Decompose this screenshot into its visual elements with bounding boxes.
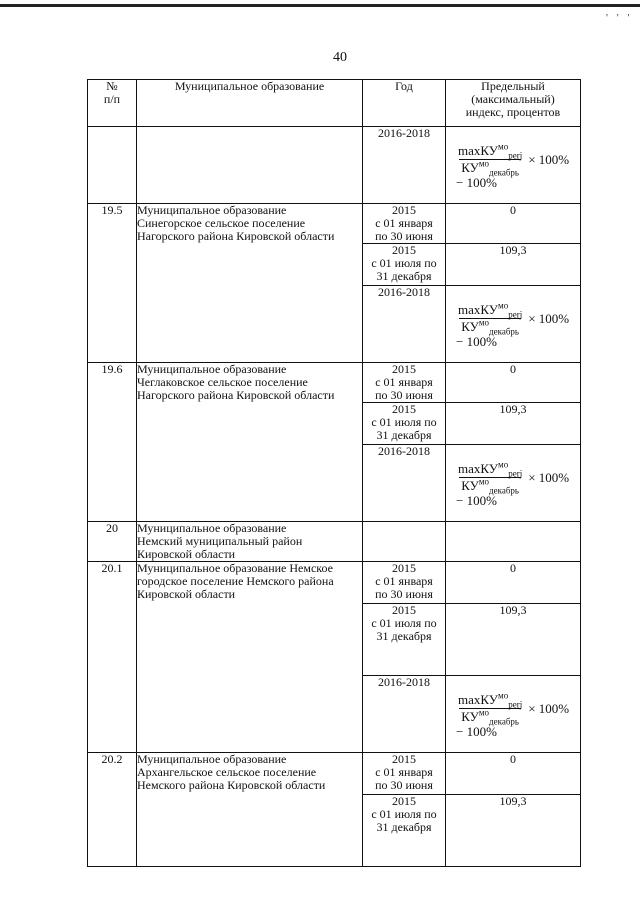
row-number: 19.6 <box>88 363 137 522</box>
formula-denominator: КУ <box>461 478 479 493</box>
scan-marks: ' ' ' <box>606 12 633 24</box>
row-number: 20.1 <box>88 562 137 753</box>
index-formula: $\frac{\max КУ^{мо}_{perj}}{КУ^{мо}_{декабрь}}$ × 100% − 100% <box>456 690 570 739</box>
header-municipality: Муниципальное образование <box>137 80 363 127</box>
municipality-name <box>137 127 363 204</box>
scan-top-edge <box>0 4 640 7</box>
formula-minus: − 100% <box>456 334 497 349</box>
index-cell: 0 <box>446 562 581 604</box>
municipality-name: Муниципальное образование Немский муниципальный район Кировской области <box>137 522 363 562</box>
table-header-row <box>88 80 581 127</box>
formula-numerator: maxКУ <box>458 461 498 476</box>
formula-times: × 100% <box>528 151 570 167</box>
year-cell: 2016-2018 <box>363 676 446 753</box>
formula-times: × 100% <box>528 700 570 716</box>
year-cell <box>363 522 446 562</box>
index-formula: $\frac{\max КУ^{мо}_{perj}}{КУ^{мо}_{декабрь}}$ × 100% − 100% <box>456 459 570 508</box>
index-cell: 0 <box>446 363 581 403</box>
index-cell <box>446 522 581 562</box>
year-cell: 2015 с 01 января по 30 июня <box>363 204 446 244</box>
municipality-name: Муниципальное образование Архангельское сельское поселение Немского района Кировской области <box>137 753 363 867</box>
index-cell: 0 <box>446 204 581 244</box>
index-formula: $\frac{\max КУ^{мо}_{perj}}{КУ^{мо}_{декабрь}}$ × 100% − 100% <box>456 300 570 349</box>
table-row <box>88 127 581 204</box>
year-cell: 2016-2018 <box>363 286 446 363</box>
index-formula: $\frac{\max КУ^{мо}_{perj}}{КУ^{мо}_{декабрь}}$ × 100% − 100% <box>456 141 570 190</box>
formula-minus: − 100% <box>456 175 497 190</box>
year-cell: 2015 с 01 июля по 31 декабря <box>363 604 446 676</box>
municipality-name: Муниципальное образование Чеглаковское сельское поселение Нагорского района Кировской области <box>137 363 363 522</box>
index-cell <box>446 445 581 522</box>
page-number: 40 <box>333 50 347 65</box>
table-row <box>88 562 581 604</box>
table-row <box>88 363 581 403</box>
year-cell: 2016-2018 <box>363 127 446 204</box>
year-cell: 2015 с 01 июля по 31 декабря <box>363 403 446 445</box>
year-cell: 2016-2018 <box>363 445 446 522</box>
year-cell: 2015 с 01 июля по 31 декабря <box>363 795 446 867</box>
table-body <box>88 127 581 867</box>
table-row <box>88 204 581 244</box>
index-table <box>87 79 581 867</box>
year-cell: 2015 с 01 января по 30 июня <box>363 363 446 403</box>
index-cell: 109,3 <box>446 403 581 445</box>
formula-numerator: maxКУ <box>458 692 498 707</box>
formula-minus: − 100% <box>456 493 497 508</box>
municipality-name: Муниципальное образование Синегорское сельское поселение Нагорского района Кировской области <box>137 204 363 363</box>
header-number: № п/п <box>88 80 137 127</box>
formula-denominator: КУ <box>461 709 479 724</box>
formula-numerator: maxКУ <box>458 302 498 317</box>
formula-denominator: КУ <box>461 319 479 334</box>
row-number: 19.5 <box>88 204 137 363</box>
table-row <box>88 522 581 562</box>
row-number <box>88 127 137 204</box>
index-cell <box>446 676 581 753</box>
index-cell <box>446 127 581 204</box>
formula-minus: − 100% <box>456 724 497 739</box>
formula-times: × 100% <box>528 310 570 326</box>
year-cell: 2015 с 01 января по 30 июня <box>363 562 446 604</box>
formula-times: × 100% <box>528 469 570 485</box>
index-cell: 109,3 <box>446 604 581 676</box>
index-cell: 109,3 <box>446 795 581 867</box>
row-number: 20.2 <box>88 753 137 867</box>
header-year: Год <box>363 80 446 127</box>
row-number: 20 <box>88 522 137 562</box>
index-cell: 0 <box>446 753 581 795</box>
formula-numerator: maxКУ <box>458 143 498 158</box>
header-index: Предельный (максимальный) индекс, процентов <box>446 80 581 127</box>
index-cell <box>446 286 581 363</box>
table-row <box>88 753 581 795</box>
municipality-name: Муниципальное образование Немское городское поселение Немского района Кировской области <box>137 562 363 753</box>
year-cell: 2015 с 01 июля по 31 декабря <box>363 244 446 286</box>
year-cell: 2015 с 01 января по 30 июня <box>363 753 446 795</box>
formula-denominator: КУ <box>461 160 479 175</box>
index-cell: 109,3 <box>446 244 581 286</box>
